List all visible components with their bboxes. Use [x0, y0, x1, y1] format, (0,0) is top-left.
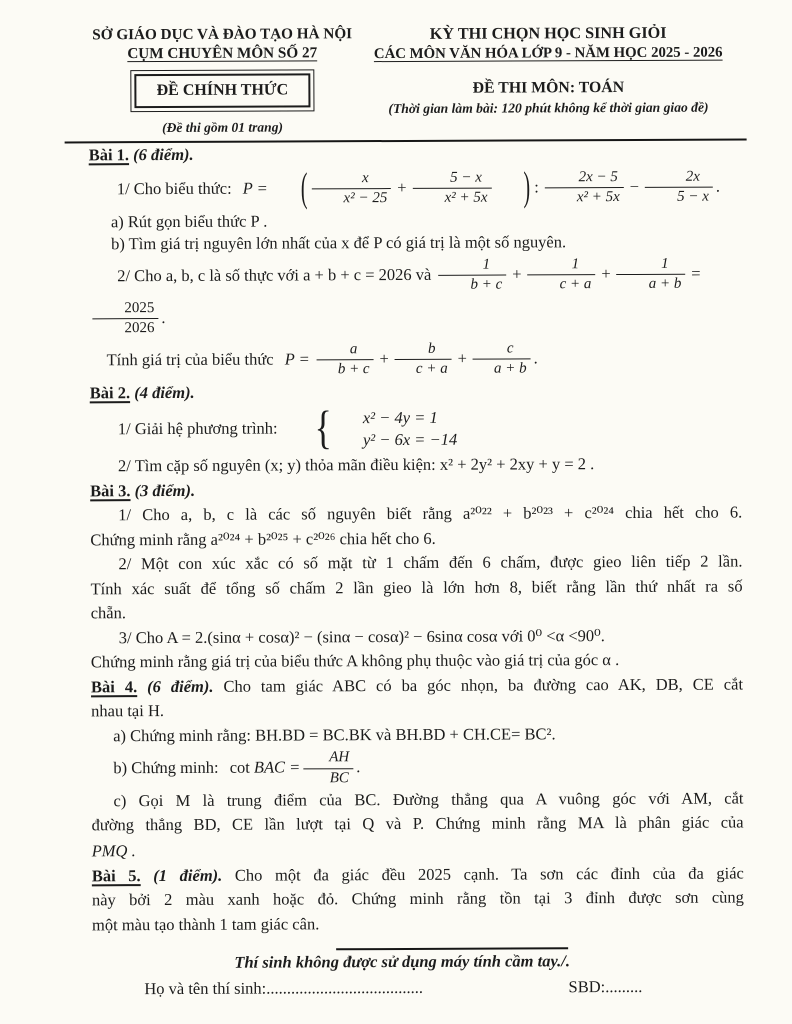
system-equation-1: x² − 4y = 1: [362, 408, 438, 428]
fraction-numerator: 5 − x: [412, 169, 491, 189]
fraction-denominator: x² + 5x: [576, 189, 620, 206]
department-name: SỞ GIÁO DỤC VÀ ĐÀO TẠO HÀ NỘI: [92, 25, 353, 44]
header: [88, 22, 740, 136]
bai5-intro-text: Cho một đa giác đều 2025 cạnh. Ta sơn các đỉnh của đa giác: [234, 863, 744, 885]
bai3-points: (3 điểm).: [134, 480, 196, 501]
fraction-denominator: a + b: [648, 276, 682, 293]
plus-operator: +: [379, 348, 389, 368]
plus-operator: +: [601, 263, 611, 283]
bai1-q1-intro: 1/ Cho biểu thức:: [116, 178, 232, 198]
bai4-item-c-line1: c) Gọi M là trung điểm của BC. Đường thẳng qua A vuông góc với AM, cắt: [113, 788, 744, 811]
equation-system: [335, 407, 457, 452]
fraction: [317, 341, 374, 380]
bai3-q2-line2: Tính xác suất để tổng số chấm 2 lần gieo là lớn hơn 8, biết rằng lần thứ nhất ra số: [90, 576, 743, 599]
fraction-denominator: 5 − x: [677, 188, 709, 205]
fraction: [395, 341, 452, 380]
fraction-numerator: 1: [438, 256, 506, 276]
fraction-numerator: 1: [617, 255, 686, 275]
bai3-q1-line1: 1/ Cho a, b, c là các số nguyên biết rằng a²⁰²² + b²⁰²³ + c²⁰²⁴ chia hết cho 6.: [118, 502, 743, 525]
cot-function: cot: [229, 758, 250, 778]
bai5-points: (1 điểm).: [153, 865, 223, 885]
bai4-intro-text: Cho tam giác ABC có ba góc nhọn, ba đường cao AK, DB, CE cắt: [223, 674, 744, 696]
fraction: [527, 256, 595, 295]
fraction: [473, 340, 531, 379]
plus-operator: +: [512, 264, 522, 284]
fraction: [645, 168, 713, 207]
bai2-points: (4 điểm).: [134, 382, 195, 402]
minus-operator: −: [629, 176, 640, 196]
bai2-heading: [90, 378, 742, 405]
bai1-item-b: b) Tìm giá trị nguyên lớn nhất của x để P có giá trị là một số nguyên.: [111, 231, 567, 253]
bai2-q2: 2/ Tìm cặp số nguyên (x; y) thỏa mãn điều kiện: x² + 2y² + 2xy + y = 2 .: [117, 454, 595, 476]
exam-title: KỲ THI CHỌN HỌC SINH GIỎI: [429, 23, 667, 43]
header-left-column: [88, 24, 356, 136]
fraction-numerator: 2025: [92, 300, 158, 320]
bai1-q2-formula: [89, 252, 741, 339]
fraction-denominator: x² − 25: [343, 190, 388, 207]
fraction-denominator: a + b: [493, 360, 527, 378]
bai1-heading: [89, 140, 741, 167]
fraction: [311, 170, 391, 209]
bai3-q2-line3: chẵn.: [90, 603, 126, 623]
bai4-heading-intro: [91, 672, 743, 699]
bai3-q2-line1: 2/ Một con xúc xắc có số mặt từ 1 chấm đến 6 chấm, được gieo liên tiếp 2 lần.: [118, 551, 743, 574]
bai3-q3-line2: Chứng minh rằng giá trị của biểu thức A không phụ thuộc vào giá trị của góc α .: [90, 650, 620, 672]
page-count-note: (Đề thi gồm 01 trang): [162, 119, 283, 136]
header-right-column: [356, 22, 740, 135]
division-colon: :: [534, 176, 539, 196]
fraction-numerator: 2x − 5: [545, 169, 624, 189]
period: .: [715, 176, 720, 196]
fraction-numerator: x: [311, 170, 391, 190]
fraction-denominator: 2026: [124, 320, 155, 337]
bai3-number: Bài 3.: [90, 481, 131, 501]
fraction-numerator: c: [473, 340, 531, 360]
fraction-numerator: AH: [303, 750, 353, 770]
fraction-denominator: b + c: [470, 276, 503, 294]
bai4-number: Bài 4.: [90, 677, 138, 697]
bai5-heading-intro: [92, 861, 744, 888]
exam-subtitle: CÁC MÔN VĂN HÓA LỚP 9 - NĂM HỌC 2025 - 2026: [373, 44, 723, 63]
bai4-item-b: [91, 746, 743, 789]
bai3-q3-line1: 3/ Cho A = 2.(sinα + cosα)² − (sinα − cosα)² − 6sinα cosα với 0⁰ <α <90⁰.: [118, 626, 605, 648]
fraction-numerator: 1: [527, 256, 595, 276]
bai2-number: Bài 2.: [89, 382, 131, 403]
duration-note: (Thời gian làm bài: 120 phút không kể thời gian giao đề): [388, 99, 709, 117]
system-brace: {: [314, 401, 332, 454]
fraction-denominator: c + a: [559, 276, 592, 293]
bai4-item-b-label: b) Chứng minh:: [113, 758, 219, 778]
no-calculator-note: Thí sinh không được sử dụng máy tính cầm tay./.: [234, 951, 571, 973]
period: .: [533, 348, 538, 368]
cluster-name: CỤM CHUYÊN MÔN SỐ 27: [127, 44, 318, 63]
fraction: [438, 256, 506, 295]
bai1-q2b-lhs: P =: [284, 349, 310, 369]
fraction-numerator: 2x: [645, 168, 713, 188]
close-paren: ): [523, 164, 531, 210]
plus-operator: +: [397, 177, 407, 197]
bai1-q2-intro: 2/ Cho a, b, c là số thực với a + b + c = 2026 và: [117, 264, 432, 285]
fraction: [617, 255, 686, 294]
open-paren: (: [300, 165, 308, 211]
subject-title: ĐỀ THI MÔN: TOÁN: [472, 79, 625, 97]
bai4-item-a: a) Chứng minh rằng: BH.BD = BC.BK và BH.BD + CH.CE= BC².: [113, 724, 556, 746]
equals-sign: =: [691, 263, 701, 283]
bai2-q1-system: [90, 403, 742, 455]
bai3-heading: [90, 476, 742, 503]
bai2-q1-intro: 1/ Giải hệ phương trình:: [117, 418, 278, 439]
bai1-number: Bài 1.: [88, 145, 130, 165]
candidate-info-row: [92, 974, 744, 1001]
fraction-numerator: b: [395, 341, 452, 361]
bai5-number: Bài 5.: [91, 865, 141, 886]
bai5-line3: một màu tạo thành 1 tam giác cân.: [91, 914, 320, 935]
bai4-points: (6 điểm).: [147, 676, 214, 697]
system-equation-2: y² − 6x = −14: [362, 430, 458, 450]
official-box-wrapper: [88, 73, 356, 108]
bai5-line2: này bởi 2 màu xanh hoặc đỏ. Chứng minh rằng tồn tại 3 đỉnh được sơn cùng: [91, 887, 744, 910]
candidate-name-field: Họ và tên thí sinh:......................................: [144, 977, 424, 998]
bai1-q2b-intro: Tính giá trị của biểu thức: [106, 349, 274, 369]
bai1-q1-lhs: P =: [242, 178, 268, 198]
fraction: [412, 169, 491, 208]
fraction-denominator: b + c: [337, 361, 370, 378]
bai1-item-a: a) Rút gọn biểu thức P .: [110, 211, 268, 231]
candidate-sbd-field: SBD:.........: [568, 976, 643, 997]
fraction: [92, 300, 158, 339]
bai1-points: (6 điểm).: [133, 144, 194, 165]
fraction: [303, 750, 353, 789]
plus-operator: +: [457, 348, 467, 368]
period: .: [161, 307, 166, 327]
bai1-q2b-formula: [89, 336, 741, 381]
angle-name: BAC =: [253, 757, 301, 778]
bai3-q1-line2: Chứng minh rằng a²⁰²⁴ + b²⁰²⁵ + c²⁰²⁶ chia hết cho 6.: [90, 528, 436, 550]
fraction-denominator: x² + 5x: [444, 189, 488, 207]
period: .: [356, 757, 361, 777]
fraction-numerator: a: [317, 341, 374, 361]
official-exam-stamp: ĐỀ CHÍNH THỨC: [135, 73, 311, 108]
bai1-q1-formula: [89, 165, 741, 211]
bai4-item-c-line3: PMQ .: [91, 840, 136, 861]
fraction-denominator: BC: [329, 770, 349, 787]
bai4-item-c-line2: đường thẳng BD, CE lần lượt tại Q và P. Chứng minh rằng MA là phân giác của: [91, 812, 744, 835]
fraction: [545, 169, 624, 208]
fraction-denominator: c + a: [415, 361, 448, 378]
bai4-intro-line2: nhau tại H.: [91, 701, 165, 721]
